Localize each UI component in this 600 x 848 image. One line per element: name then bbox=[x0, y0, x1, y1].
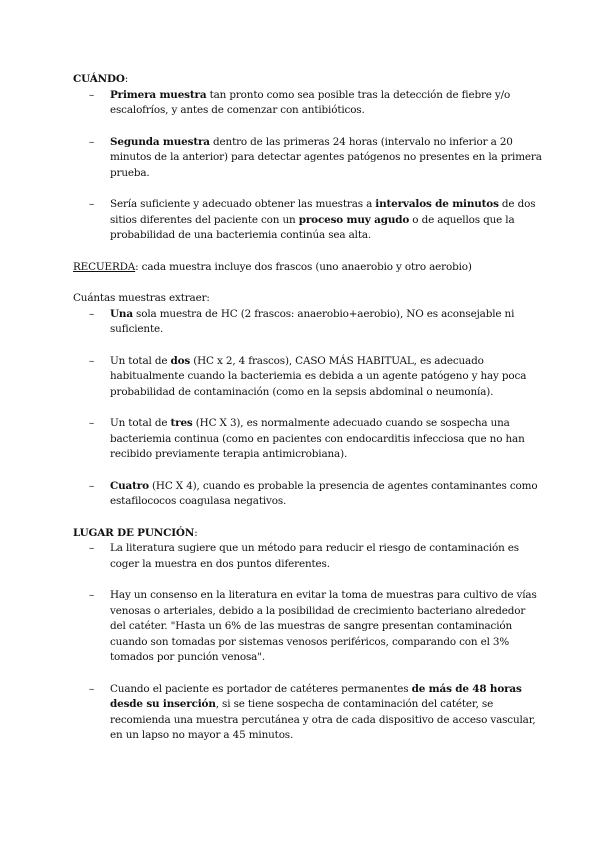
text: dentro de las primeras 24 horas (intervalo no inferior a 20 minutos de la anterior) para detectar agentes patógenos no presentes en la primera prueba. bbox=[110, 135, 542, 179]
list-item bbox=[73, 541, 543, 572]
bold-text: intervalos de minutos bbox=[375, 198, 499, 210]
bold-text: dos bbox=[170, 354, 191, 367]
bold-text: Cuatro bbox=[110, 479, 149, 492]
text: sola muestra de HC (2 frascos: anaerobio+aerobio), NO es aconsejable ni suficiente. bbox=[110, 307, 515, 335]
text: tan pronto como sea posible tras la detección de fiebre y/o escalofríos, y antes de comenzar con antibióticos. bbox=[110, 88, 511, 116]
bold-text: Primera muestra bbox=[110, 88, 207, 101]
text: de dos sitios diferentes del paciente con un bbox=[110, 198, 536, 226]
bold-text: Segunda muestra bbox=[110, 135, 210, 148]
list-item bbox=[73, 479, 543, 510]
list-item bbox=[73, 354, 543, 401]
lugar-heading-line bbox=[73, 526, 543, 542]
text: (HC X 3), es normalmente adecuado cuando se sospecha una bacteriemia continua (como en pacientes con endocarditis infecciosa que no han recibido previamente terapia antimicrobiana). bbox=[110, 417, 525, 460]
text: , si se tiene sospecha de contaminación del catéter, se recomienda una muestra percutánea y otra de cada dispositivo de acceso vascular, en un lapso no mayor a 45 minutos. bbox=[110, 698, 536, 741]
spacer bbox=[73, 275, 543, 291]
text: La literatura sugiere que un método para reducir el riesgo de contaminación es coger la muestra en dos puntos diferentes. bbox=[110, 542, 519, 570]
lugar-heading: LUGAR DE PUNCIÓN bbox=[73, 526, 195, 539]
recuerda-label: RECUERDA bbox=[73, 260, 136, 273]
cuantas-intro: Cuántas muestras extraer: bbox=[73, 292, 210, 304]
cuando-list bbox=[73, 88, 543, 244]
bold-text: tres bbox=[170, 417, 193, 429]
lugar-colon: : bbox=[194, 526, 198, 539]
document-body bbox=[73, 72, 543, 744]
recuerda-text: : cada muestra incluye dos frascos (uno anaerobio y otro aerobio) bbox=[135, 260, 472, 273]
cuando-heading: CUÁNDO bbox=[73, 73, 125, 85]
list-item bbox=[73, 197, 543, 244]
cuantas-list bbox=[73, 307, 543, 510]
list-item bbox=[73, 416, 543, 463]
text: Cuando el paciente es portador de catéteres permanentes bbox=[110, 682, 412, 695]
text: o de aquellos que la probabilidad de una bacteriemia continúa sea alta. bbox=[110, 213, 515, 241]
text: Sería suficiente y adecuado obtener las muestras a bbox=[110, 198, 376, 210]
bold-text: de más de 48 horas desde su inserción bbox=[110, 682, 522, 710]
text: Un total de bbox=[110, 417, 171, 429]
list-item bbox=[73, 682, 543, 744]
list-item bbox=[73, 588, 543, 666]
lugar-list bbox=[73, 541, 543, 744]
list-item bbox=[73, 88, 543, 119]
bold-text: Una bbox=[110, 307, 133, 320]
list-item bbox=[73, 307, 543, 338]
recuerda-line bbox=[73, 260, 543, 276]
bold-text: proceso muy agudo bbox=[298, 213, 410, 226]
text: Hay un consenso en la literatura en evitar la toma de muestras para cultivo de vías venosas o arteriales, debido a la posibilidad de crecimiento bacteriano alrededor del catéter. "Hasta un 6% de las muestras de sangre presentan contaminación cuando son tomadas por sistemas venosos periféricos, comparando con el 3% tomados por punción venosa". bbox=[110, 589, 537, 663]
list-item bbox=[73, 135, 543, 182]
text: (HC X 4), cuando es probable la presencia de agentes contaminantes como estafilococos coagulasa negativos. bbox=[110, 479, 538, 507]
text: (HC x 2, 4 frascos), CASO MÁS HABITUAL, es adecuado habitualmente cuando la bacteriemia es debida a un agente patógeno y hay poca probabilidad de contaminación (como en la sepsis abdominal o neumonía). bbox=[110, 354, 527, 398]
cuando-colon: : bbox=[124, 73, 129, 85]
text: Un total de bbox=[110, 354, 171, 367]
cuando-heading-line bbox=[73, 72, 543, 88]
spacer bbox=[73, 510, 543, 526]
spacer bbox=[73, 244, 543, 260]
